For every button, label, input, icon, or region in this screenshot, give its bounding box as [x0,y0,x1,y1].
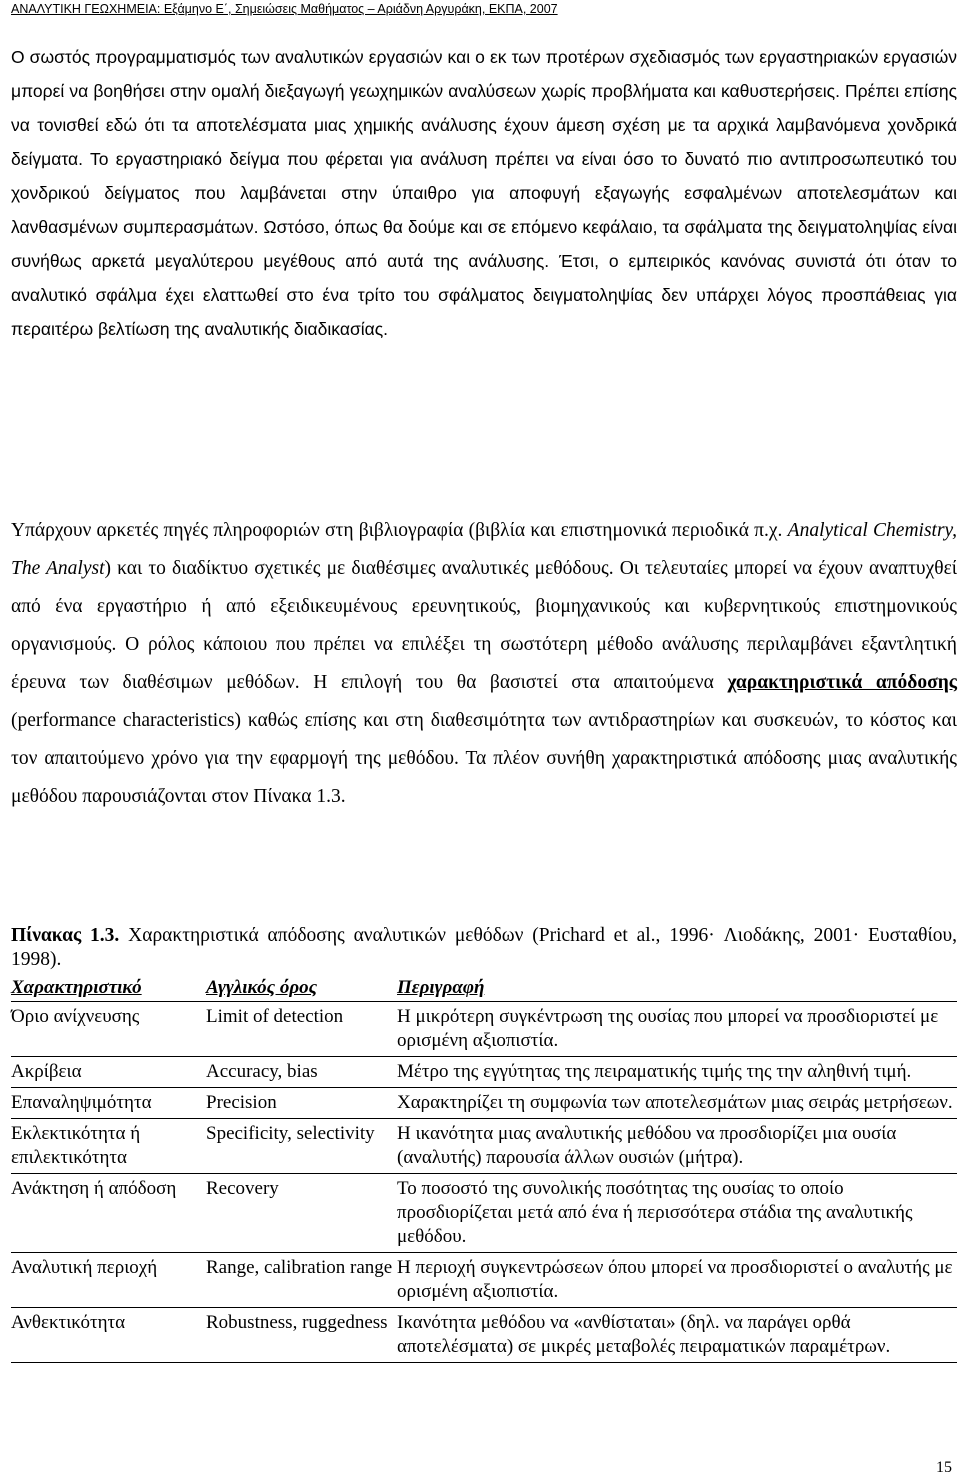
cell-characteristic: Αναλυτική περιοχή [11,1257,158,1278]
cell-characteristic: Επαναληψιμότητα [11,1092,152,1113]
cell-characteristic: Ανάκτηση ή απόδοση [11,1178,177,1199]
table-row [11,1119,957,1174]
column-header-characteristic: Χαρακτηριστικό [11,977,142,998]
cell-description: Το ποσοστό της συνολικής ποσότητας της ουσίας το οποίο προσδιορίζεται μετά από ένα ή περισσότερα στάδια της αναλυτικής μεθόδου. [397,1178,913,1247]
column-header-description: Περιγραφή [397,977,485,998]
cell-description: Χαρακτηρίζει τη συμφωνία των αποτελεσμάτων μιας σειράς μετρήσεων. [397,1092,953,1113]
cell-english-term: Robustness, ruggedness [206,1312,388,1333]
cell-description: Ικανότητα μεθόδου να «ανθίσταται» (δηλ. να παράγει ορθά αποτελέσματα) σε μικρές μεταβολές πειραματικών παραμέτρων. [397,1312,891,1357]
performance-characteristics-table [11,976,957,1363]
paragraph-planning: Ο σωστός προγραμματισμός των αναλυτικών εργασιών και ο εκ των προτέρων σχεδιασμός των εργαστηριακών εργασιών μπορεί να βοηθήσει στην ομαλή διεξαγωγή γεωχημικών αναλύσεων χωρίς προβλήματα και καθυστερήσεις. Πρέπει επίσης να τονισθεί εδώ ότι τα αποτελέσματα μιας χημικής ανάλυσης έχουν άμεση σχέση με τα αρχικά λαμβανόμενα χονδρικά δείγματα. Το εργαστηριακό δείγμα που φέρεται για ανάλυση πρέπει να είναι όσο το δυνατό πιο αντιπροσωπευτικό του χονδρικού δείγματος που λαμβάνεται στην ύπαιθρο για αποφυγή εξαγωγής εσφαλμένων αποτελεσμάτων και λανθασμένων συμπερασμάτων. Ωστόσο, όπως θα δούμε και σε επόμενο κεφάλαιο, τα σφάλματα της δειγματοληψίας είναι συνήθως αρκετά μεγαλύτερου μεγέθους από αυτά της ανάλυσης. Έτσι, ο εμπειρικός κανόνας συνιστά ότι όταν το αναλυτικό σφάλμα έχει ελαττωθεί στο ένα τρίτο του σφάλματος δειγματοληψίας δεν υπάρχει λόγος προσπάθειας για περαιτέρω βελτίωση της αναλυτικής διαδικασίας. [11,47,957,339]
table-row [11,1308,957,1363]
cell-english-term: Limit of detection [206,1006,344,1027]
table-row [11,1002,957,1057]
table-caption [11,924,957,972]
paragraph-sources-part1: Υπάρχουν αρκετές πηγές πληροφοριών στη βιβλιογραφία (βιβλία και επιστημονικά περιοδικά π.χ. [11,520,788,541]
table-caption-label: Πίνακας 1.3. [11,925,120,946]
cell-english-term: Recovery [206,1178,279,1199]
cell-english-term: Accuracy, bias [206,1061,318,1082]
page-number: 15 [936,1459,952,1476]
cell-description: Η περιοχή συγκεντρώσεων όπου μπορεί να προσδιοριστεί ο αναλυτής με ορισμένη αξιοπιστία. [397,1257,953,1302]
table-row [11,1253,957,1308]
performance-characteristics-term: χαρακτηριστικά απόδοσης [727,672,957,693]
cell-description: Μέτρο της εγγύτητας της πειραματικής τιμής της την αληθινή τιμή. [397,1061,912,1082]
cell-description: Η ικανότητα μιας αναλυτικής μεθόδου να προσδιορίζει μια ουσία (αναλυτής) παρουσία άλλων ουσιών (μήτρα). [397,1123,897,1168]
paragraph-sources-part3: (performance characteristics) καθώς επίσης και στη διαθεσιμότητα των αντιδραστηρίων και συσκευών, το κόστος και τον απαιτούμενο χρόνο για την εφαρμογή της μεθόδου. Τα πλέον συνήθη χαρακτηριστικά απόδοσης μιας αναλυτικής μεθόδου παρουσιάζονται στον Πίνακα 1.3. [11,710,957,807]
paragraph-sources [11,512,957,816]
paragraph-sources-part2: ) και το διαδίκτυο σχετικές με διαθέσιμες αναλυτικές μεθόδους. Οι τελευταίες μπορεί να έχουν αναπτυχθεί από ένα εργαστήριο ή από εξειδικευμένους ερευνητικούς, βιομηχανικούς και κυβερνητικούς επιστημονικούς οργανισμούς. Ο ρόλος κάποιου που πρέπει να επιλέξει τη σωστότερη μέθοδο ανάλυσης περιλαμβάνει εξαντλητική έρευνα των διαθέσιμων μεθόδων. Η επιλογή του θα βασιστεί στα απαιτούμενα [11,558,958,693]
cell-characteristic: Ανθεκτικότητα [11,1312,126,1333]
cell-english-term: Specificity, selectivity [206,1123,375,1144]
table-caption-text: Χαρακτηριστικά απόδοσης αναλυτικών μεθόδων (Prichard et al., 1996· Λιοδάκης, 2001· Ευσταθίου, 1998). [11,925,958,970]
cell-characteristic: Όριο ανίχνευσης [11,1006,140,1027]
cell-characteristic: Ακρίβεια [11,1061,82,1082]
table-row [11,1057,957,1088]
cell-characteristic: Εκλεκτικότητα ή επιλεκτικότητα [11,1123,141,1168]
cell-description: Η μικρότερη συγκέντρωση της ουσίας που μπορεί να προσδιοριστεί με ορισμένη αξιοπιστία. [397,1006,939,1051]
journal-names: Analytical Chemistry, The Analyst [11,520,957,579]
column-header-english-term: Αγγλικός όρος [206,977,318,998]
cell-english-term: Precision [206,1092,277,1113]
running-header: ΑΝΑΛΥΤΙΚΗ ΓΕΩΧΗΜΕΙΑ: Εξάμηνο Ε΄, Σημειώσεις Μαθήματος – Αριάδνη Αργυράκη, ΕΚΠΑ, 2007 [11,2,558,16]
table-row [11,1088,957,1119]
table-header-row [11,976,957,1002]
cell-english-term: Range, calibration range [206,1257,393,1278]
table-row [11,1174,957,1253]
